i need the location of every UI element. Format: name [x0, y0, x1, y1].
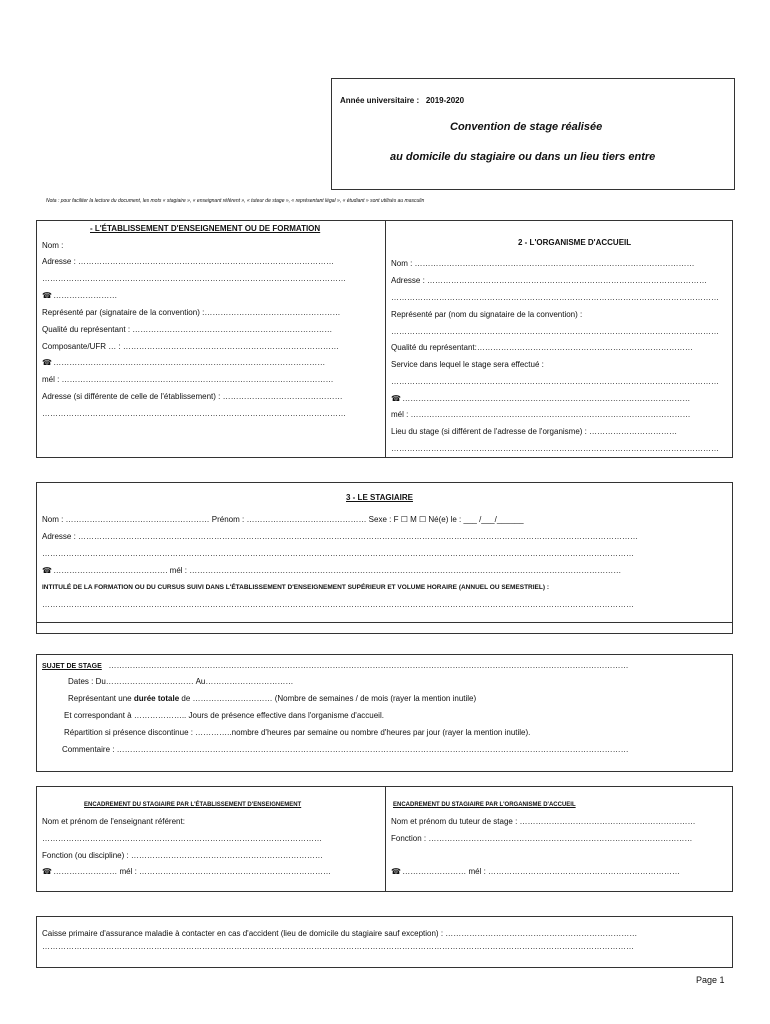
sujet-duree: Représentant une durée totale de ………………………… (Nombre de semaines / de mois (rayer la mention inutile) [68, 694, 477, 703]
s1-qualite: Qualité du représentant : ………………………………………………………………… [42, 325, 333, 334]
section1-title: - L'ÉTABLISSEMENT D'ENSEIGNEMENT OU DE FORMATION [90, 224, 321, 233]
phone-icon: ☎ [42, 291, 52, 300]
sujet-repartition: Répartition si présence discontinue : …………..nombre d'heures par semaine ou nombre d'heures par jour (rayer la mention inutile). [64, 728, 531, 737]
sujet-dots: …………………………………………………………………………………………………………………………………………………………………………… [108, 661, 629, 670]
s2-dots1: …………………………………………………………………………………………………………… [391, 293, 719, 302]
s1-adresse: Adresse : …………………………………………………………………………………… [42, 257, 335, 266]
s2-adresse: Adresse : …………………………………………………………………………………………… [391, 276, 708, 285]
enc-right-phone: ☎ …………………… mél : ……………………………………………………………… [391, 867, 681, 876]
s1-mel: mél : ………………………………………………………………………………………… [42, 375, 334, 384]
s2-lieu: Lieu du stage (si différent de l'adresse de l'organisme) : …………………………… [391, 427, 678, 436]
caisse-line2: …………………………………………………………………………………………………………………………………………………………………………………………………… [42, 942, 634, 951]
enc-right-title: ENCADREMENT DU STAGIAIRE PAR L'ORGANISME D'ACCUEIL [393, 802, 576, 808]
s1-adresse-diff: Adresse (si différente de celle de l'établissement) : ……………………………………… [42, 392, 343, 401]
s2-dots3: …………………………………………………………………………………………………………… [391, 377, 719, 386]
header-box [331, 78, 735, 190]
s3-dots1: …………………………………………………………………………………………………………………………………………………………………………………………………… [42, 549, 634, 558]
section3-bottom-rule [37, 622, 732, 623]
s2-phone: ☎ ……………………………………………………………………………………………… [391, 394, 691, 403]
phone-icon: ☎ [42, 566, 52, 575]
enc-right-fonction: Fonction : ……………………………………………………………………………………… [391, 834, 693, 843]
divider [385, 221, 386, 457]
title-line-2: au domicile du stagiaire ou dans un lieu tiers entre [390, 151, 656, 163]
phone-icon: ☎ [391, 394, 401, 403]
enc-left-nom: Nom et prénom de l'enseignant référent: [42, 817, 185, 826]
s3-dots2: …………………………………………………………………………………………………………………………………………………………………………………………………… [42, 600, 634, 609]
s2-nom: Nom : …………………………………………………………………………………………… [391, 259, 695, 268]
s1-phone: ☎ …………………… [42, 291, 118, 300]
title-line-1: Convention de stage réalisée [450, 121, 603, 133]
enc-left-fonction: Fonction (ou discipline) : ……………………………………………………………… [42, 851, 323, 860]
academic-year [340, 96, 464, 105]
s2-mel: mél : …………………………………………………………………………………………… [391, 410, 691, 419]
s3-adresse: Adresse : ………………………………………………………………………………………………………………………………………………………………………………………… [42, 532, 639, 541]
s1-represente: Représenté par (signataire de la convention) :…………………………………………… [42, 308, 341, 317]
section3-title: 3 - LE STAGIAIRE [346, 493, 413, 502]
enc-left-dots: …………………………………………………………………………………………… [42, 834, 322, 843]
s2-dots2: …………………………………………………………………………………………………………… [391, 327, 719, 336]
divider [385, 787, 386, 891]
s1-phone2: ☎ ………………………………………………………………………………………… [42, 358, 326, 367]
s2-represente: Représenté par (nom du signataire de la convention) : [391, 310, 583, 319]
s1-dots1: …………………………………………………………………………………………………… [42, 274, 346, 283]
sujet-label-line [42, 661, 628, 672]
phone-icon: ☎ [42, 358, 52, 367]
sujet-dates: Dates : Du…………………………… Au…………………………… [68, 677, 294, 686]
sections-1-2-box [36, 220, 733, 458]
note: Nota : pour faciliter la lecture du document, les mots « stagiaire », « enseignant référent », « tuteur de stage », « représentant légal », « étudiant » sont utilisés au masculin [46, 198, 425, 204]
year-label: Année universitaire : [340, 96, 420, 105]
enc-left-title: ENCADREMENT DU STAGIAIRE PAR L'ÉTABLISSEMENT D'ENSEIGNEMENT [84, 802, 302, 808]
s2-qualite: Qualité du représentant:……………………………………………………………………… [391, 343, 693, 352]
s1-nom: Nom : [42, 241, 64, 250]
enc-left-phone: ☎ …………………… mél : ……………………………………………………………… [42, 867, 332, 876]
sujet-correspondant: Et correspondant à ……………….. Jours de présence effective dans l'organisme d'accueil. [64, 711, 384, 720]
enc-right-nom: Nom et prénom du tuteur de stage : ………………………………………………………… [391, 817, 696, 826]
s3-nom-line: Nom : ……………………………………………… Prénom : ……………………………………… Sexe : F ☐ M ☐ Né(e) le : ___ /___/______ [42, 515, 524, 524]
s2-service: Service dans lequel le stage sera effectué : [391, 360, 544, 369]
s1-dots2: …………………………………………………………………………………………………… [42, 409, 346, 418]
page-number: Page 1 [696, 975, 725, 985]
caisse-line1: Caisse primaire d'assurance maladie à contacter en cas d'accident (lieu de domicile du stagiaire sauf exception) : ……………………………………………………………… [42, 929, 638, 938]
phone-icon: ☎ [391, 867, 401, 876]
s1-composante: Composante/UFR … : ……………………………………………………………………… [42, 342, 339, 351]
s2-dots4: …………………………………………………………………………………………………………… [391, 444, 719, 453]
sujet-label: SUJET DE STAGE [42, 663, 102, 670]
year-value: 2019-2020 [425, 96, 465, 105]
phone-icon: ☎ [42, 867, 52, 876]
s3-phone-mel: ☎ ……………………………………. mél : ……………………………………………………………………………………………………………………………………………… [42, 566, 622, 575]
section2-title: 2 - L'ORGANISME D'ACCUEIL [518, 238, 632, 247]
s3-intitule: INTITULÉ DE LA FORMATION OU DU CURSUS SUIVI DANS L'ÉTABLISSEMENT D'ENSEIGNEMENT SUPÉRIEUR ET VOLUME HORAIRE (ANNUEL OU SEMESTRIEL) : [42, 584, 549, 591]
sujet-commentaire: Commentaire : ………………………………………………………………………………………………………………………………………………………………………… [62, 745, 629, 754]
